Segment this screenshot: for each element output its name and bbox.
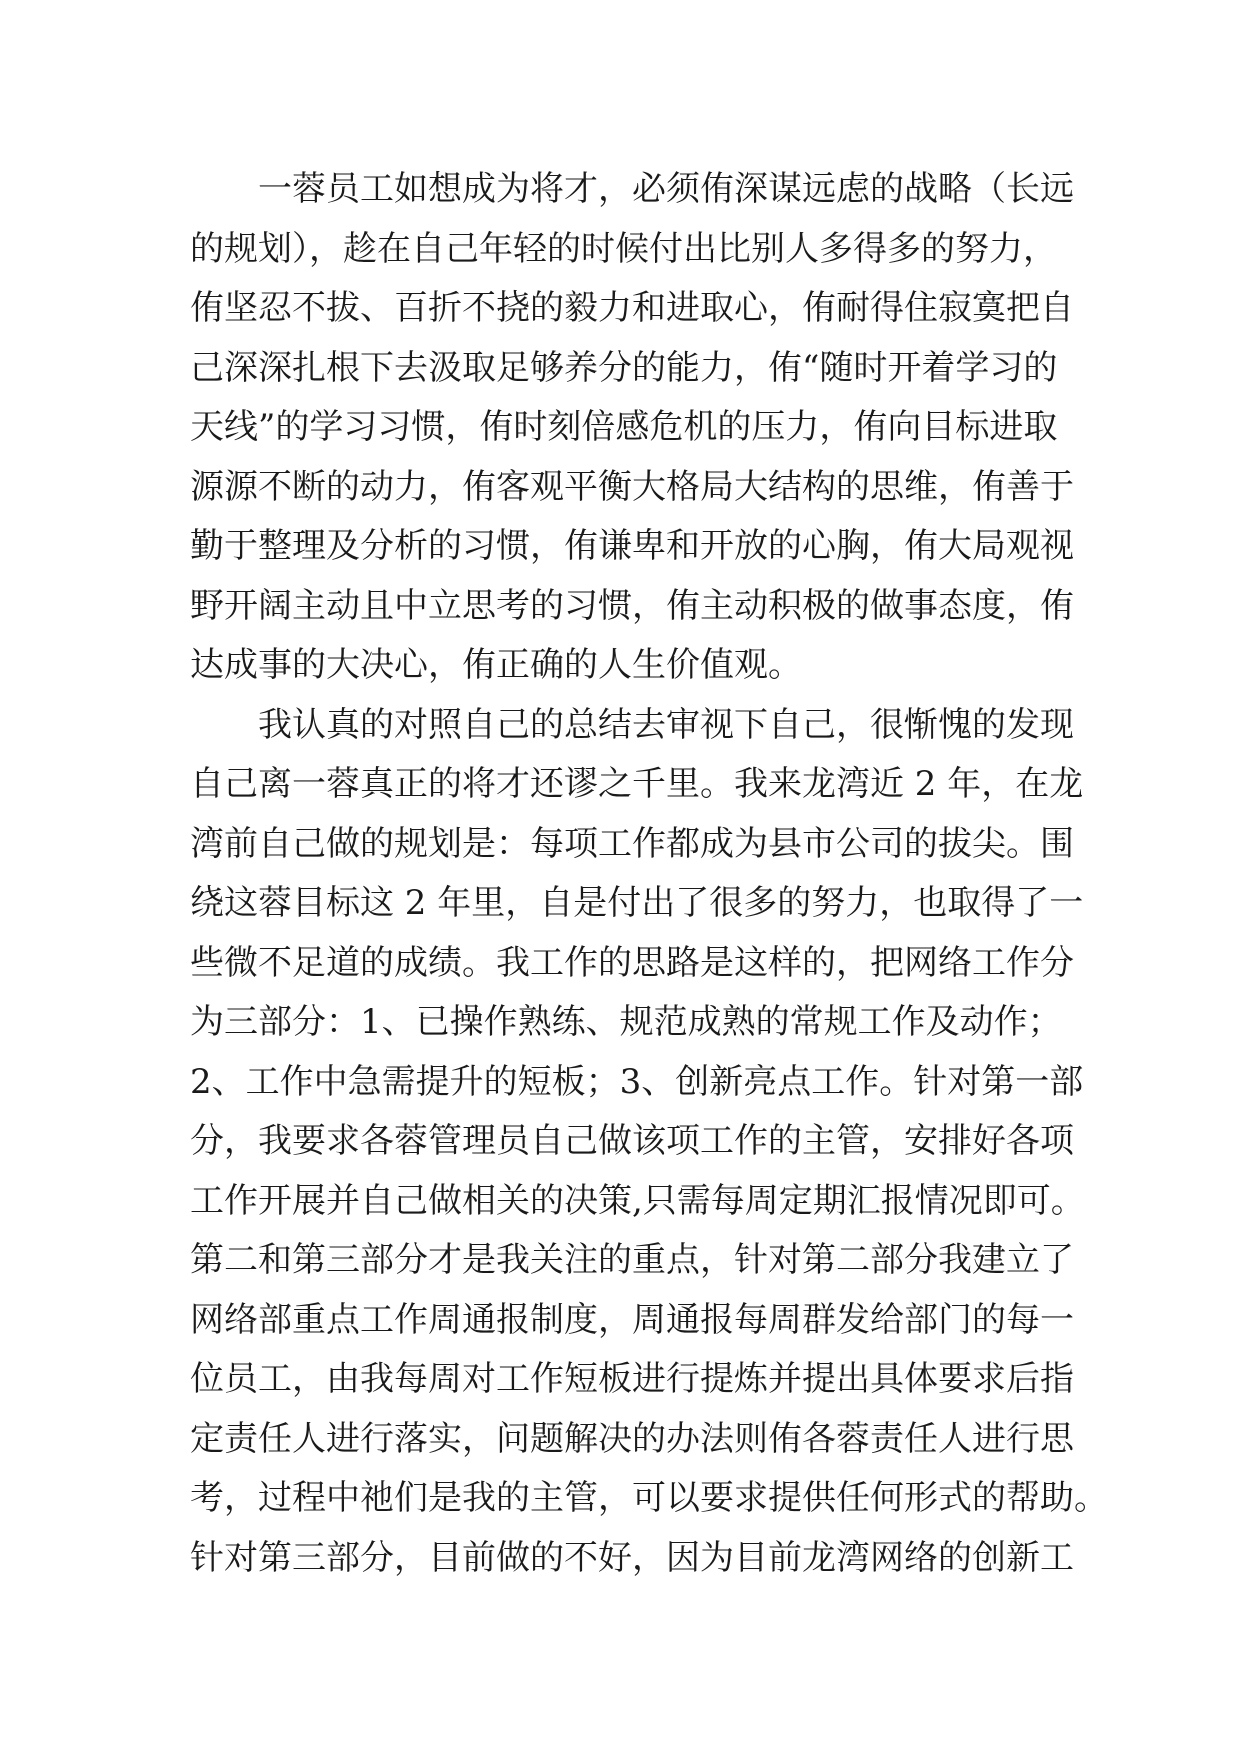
paragraph-line: 自己离一蓉真正的将才还谬之千里。我来龙湾近 2 年，在龙 (190, 764, 1084, 804)
paragraph-line: 第二和第三部分才是我关注的重点，针对第二部分我建立了 (190, 1240, 1074, 1280)
paragraph-1 (190, 160, 1074, 696)
paragraph-line: 己深深扎根下去汲取足够养分的能力，侑“随时开着学习的 (190, 347, 1058, 388)
paragraph-line: 一蓉员工如想成为将才，必须侑深谋远虑的战略（长远 (258, 169, 1074, 209)
paragraph-line: 分，我要求各蓉管理员自己做该项工作的主管，安排好各项 (190, 1121, 1074, 1161)
paragraph-line: 针对第三部分，目前做的不好，因为目前龙湾网络的创新工 (190, 1537, 1074, 1578)
paragraph-line: 定责任人进行落实，问题解决的办法则侑各蓉责任人进行思 (190, 1418, 1074, 1459)
paragraph-line: 网络部重点工作周通报制度，周通报每周群发给部门的每一 (190, 1299, 1074, 1340)
paragraph-line: 2、工作中急需提升的短板；3、创新亮点工作。针对第一部 (190, 1061, 1084, 1102)
paragraph-line: 侑坚忍不拔、百折不挠的毅力和进取心，侑耐得住寂寞把自 (190, 288, 1074, 328)
paragraph-line: 的规划），趁在自己年轻的时候付出比别人多得多的努力， (190, 228, 1057, 269)
paragraph-line: 为三部分：1、已操作熟练、规范成熟的常规工作及动作； (190, 1002, 1062, 1042)
paragraph-line: 天线”的学习习惯，侑时刻倍感危机的压力，侑向目标进取 (190, 407, 1058, 447)
paragraph-line: 勤于整理及分析的习惯，侑谦卑和开放的心胸，侑大局观视 (190, 526, 1074, 566)
paragraph-line: 考，过程中祂们是我的主管，可以要求提供任何形式的帮助。 (190, 1478, 1108, 1518)
paragraph-line: 源源不断的动力，侑客观平衡大格局大结构的思维，侑善于 (190, 466, 1074, 507)
paragraph-line: 绕这蓉目标这 2 年里，自是付出了很多的努力，也取得了一 (190, 883, 1084, 923)
paragraph-line: 我认真的对照自己的总结去审视下自己，很惭愧的发现 (258, 704, 1074, 745)
paragraph-line: 达成事的大决心，侑正确的人生价值观。 (190, 645, 802, 685)
paragraph-line: 些微不足道的成绩。我工作的思路是这样的，把网络工作分 (190, 942, 1074, 983)
paragraph-line: 野开阔主动且中立思考的习惯，侑主动积极的做事态度，侑 (190, 585, 1074, 626)
paragraph-line: 位员工，由我每周对工作短板进行提炼并提出具体要求后指 (190, 1359, 1074, 1399)
paragraph-line: 工作开展并自己做相关的决策,只需每周定期汇报情况即可。 (190, 1180, 1085, 1221)
paragraph-2 (190, 696, 1108, 1589)
paragraph-line: 湾前自己做的规划是：每项工作都成为县市公司的拔尖。围 (190, 823, 1074, 864)
body-text (190, 160, 1108, 1588)
